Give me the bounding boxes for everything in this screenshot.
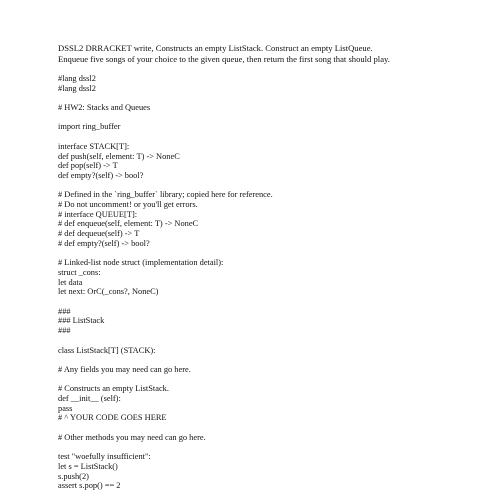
code-line: pass: [58, 403, 73, 413]
blank-line: [58, 355, 455, 365]
code-line: test "woefully insufficient":: [58, 452, 151, 462]
code-line: # interface QUEUE[T]:: [58, 209, 138, 219]
code-line: ### ListStack: [58, 316, 105, 326]
code-line: ###: [58, 326, 71, 336]
blank-line: [58, 93, 455, 103]
code-line: # def dequeue(self) -> T: [58, 229, 140, 239]
code-line: # def enqueue(self, element: T) -> NoneC: [58, 219, 199, 229]
code-line: # Linked-list node struct (implementation detail):: [58, 258, 224, 268]
instruction-line: Enqueue five songs of your choice to the given queue, then return the first song that should play.: [58, 54, 390, 64]
blank-line: [58, 249, 455, 259]
code-line: # Constructs an empty ListStack.: [58, 384, 169, 394]
code-line: # Other methods you may need can go here.: [58, 432, 206, 442]
code-line: # Any fields you may need can go here.: [58, 364, 191, 374]
blank-line: [58, 423, 455, 433]
code-line: def push(self, element: T) -> NoneC: [58, 151, 180, 161]
blank-line: [58, 181, 455, 191]
code-line: def pop(self) -> T: [58, 161, 118, 171]
code-line: def __init__ (self):: [58, 394, 121, 404]
code-line: # def empty?(self) -> bool?: [58, 238, 150, 248]
code-line: let data: [58, 277, 83, 287]
blank-line: [58, 297, 455, 307]
code-listing: [58, 74, 455, 491]
blank-line: [58, 375, 455, 385]
blank-line: [58, 132, 455, 142]
code-line: # HW2: Stacks and Queues: [58, 103, 151, 113]
code-line: #lang dssl2: [58, 83, 96, 93]
code-line: def empty?(self) -> bool?: [58, 170, 144, 180]
code-line: s.push(2): [58, 471, 89, 481]
code-line: let s = ListStack(): [58, 461, 118, 471]
code-line: ###: [58, 306, 71, 316]
blank-line: [58, 336, 455, 346]
code-line: assert s.pop() == 2: [58, 481, 121, 491]
code-line: import ring_buffer: [58, 122, 121, 132]
assignment-instructions: [58, 43, 455, 65]
code-line: # ^ YOUR CODE GOES HERE: [58, 413, 167, 423]
blank-line: [58, 113, 455, 123]
instruction-line: DSSL2 DRRACKET write, Constructs an empty ListStack. Construct an empty ListQueue.: [58, 43, 373, 53]
code-line: struct _cons:: [58, 267, 101, 277]
code-line: # Defined in the `ring_buffer` library; copied here for reference.: [58, 190, 273, 200]
code-line: let next: OrC(_cons?, NoneC): [58, 287, 159, 297]
code-line: interface STACK[T]:: [58, 141, 130, 151]
code-line: #lang dssl2: [58, 74, 96, 83]
code-line: # Do not uncomment! or you'll get errors.: [58, 200, 198, 210]
code-line: class ListStack[T] (STACK):: [58, 345, 156, 355]
blank-line: [58, 443, 455, 453]
